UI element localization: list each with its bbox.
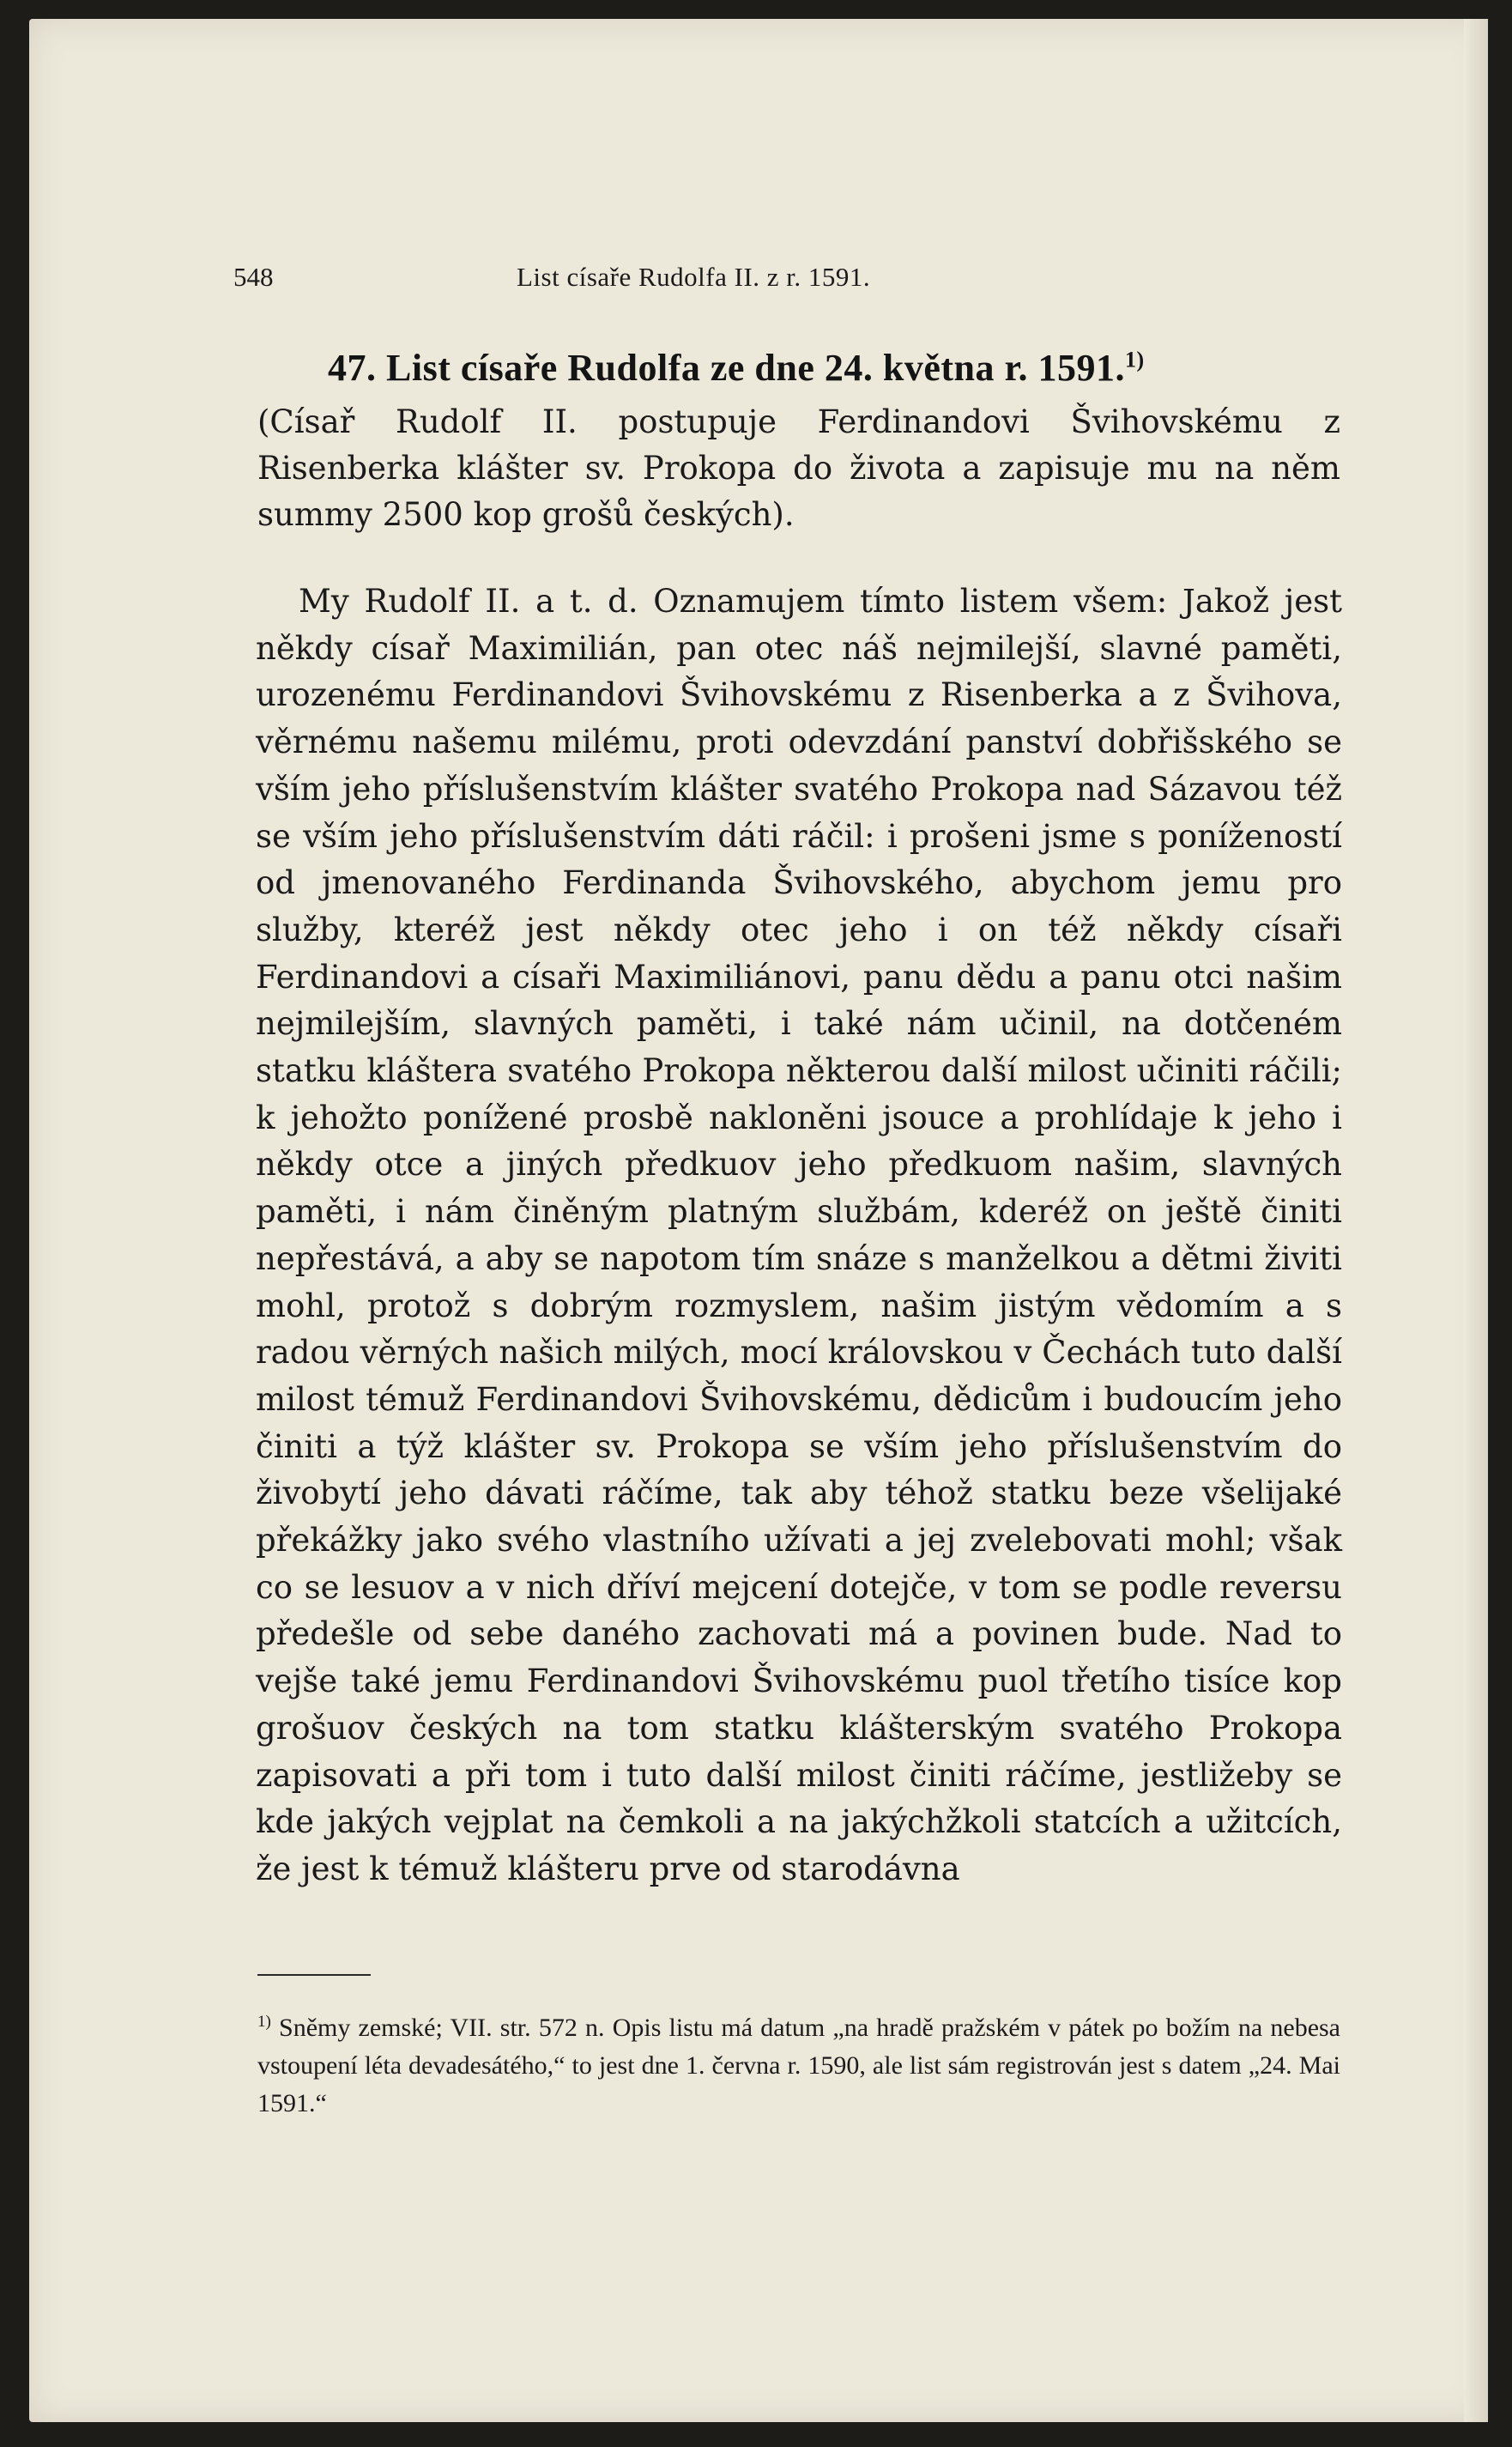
page-number: 548 bbox=[233, 262, 274, 292]
footnote-divider bbox=[257, 1974, 371, 1976]
running-head-title: List císaře Rudolfa II. z r. 1591. bbox=[517, 262, 871, 292]
page-edge-shadow bbox=[1464, 19, 1488, 2422]
charter-paragraph: My Rudolf II. a t. d. Oznamujem tímto listem všem: Jakož jest někdy císař Maximilián, pan otec náš nejmilejší, slavné paměti, urozenému Ferdinandovi Švihovskému z Risenberka a z Švihova, věrnému našemu milému, proti odevzdání panství dobřišského se vším jeho příslušenstvím klášter svatého Prokopa nad Sázavou též se vším jeho příslušenstvím dáti ráčil: i prošeni jsme s ponížeností od jmenovaného Ferdinanda Švihovského, abychom jemu pro služby, kteréž jest někdy otec jeho i on též někdy císaři Ferdinandovi a císaři Maximiliánovi, panu dědu a panu otci našim nejmilejším, slavných paměti, i také nám učinil, na dotčeném statku kláštera svatého Prokopa některou další milost učiniti ráčili; k jehožto ponížené prosbě nakloněni jsouce a prohlídaje k jeho i někdy otce a jiných předkuov jeho předkuom našim, slavných paměti, i nám činěným platným službám, kderéž on ještě činiti nepřestává, a aby se napotom tím snáze s manželkou a dětmi živiti mohl, protož s dobrým rozmyslem, našim jistým vědomím a s radou věrných našich milých, mocí královskou v Čechách tuto další milost témuž Ferdinandovi Švihovskému, dědicům i budoucím jeho činiti a týž klášter sv. Prokopa se vším jeho příslušenstvím do živobytí jeho dávati ráčíme, tak aby téhož statku beze všelijaké překážky jako svého vlastního užívati a jej zvelebovati mohl; však co se lesuov a v nich dříví mejcení dotejče, v tom se podle reversu předešle od sebe daného zachovati má a povinen bude. Nad to vejše také jemu Ferdinandovi Švihovskému puol třetího tisíce kop grošuov českých na tom statku klášterským svatého Prokopa zapisovati a při tom i tuto další milost činiti ráčíme, jestližeby se kde jakých vejplat na čemkoli a na jakýchžkoli statcích a užitcích, že jest k témuž klášteru prve od starodávna bbox=[256, 583, 1342, 1887]
footnote bbox=[257, 2003, 1340, 2123]
footnote-text: Sněmy zemské; VII. str. 572 n. Opis listu má datum „na hradě pražském v pátek po božím na nebesa vstoupení léta devadesátého,“ to jest dne 1. června r. 1590, ale list sám registrován jest s datem „24. Mai 1591.“ bbox=[257, 2014, 1340, 2117]
running-head bbox=[233, 262, 1340, 305]
footnote-mark: 1) bbox=[257, 2013, 271, 2031]
charter-body bbox=[256, 578, 1342, 1893]
regest-summary: (Císař Rudolf II. postupuje Ferdinandovi Švihovskému z Risenberka klášter sv. Prokopa do života a zapisuje mu na něm summy 2500 kop grošů českých). bbox=[257, 403, 1340, 533]
document-heading bbox=[328, 346, 1145, 390]
document-heading-text: 47. List císaře Rudolfa ze dne 24. května r. 1591. bbox=[328, 347, 1126, 389]
heading-footnote-mark: 1) bbox=[1125, 347, 1145, 373]
